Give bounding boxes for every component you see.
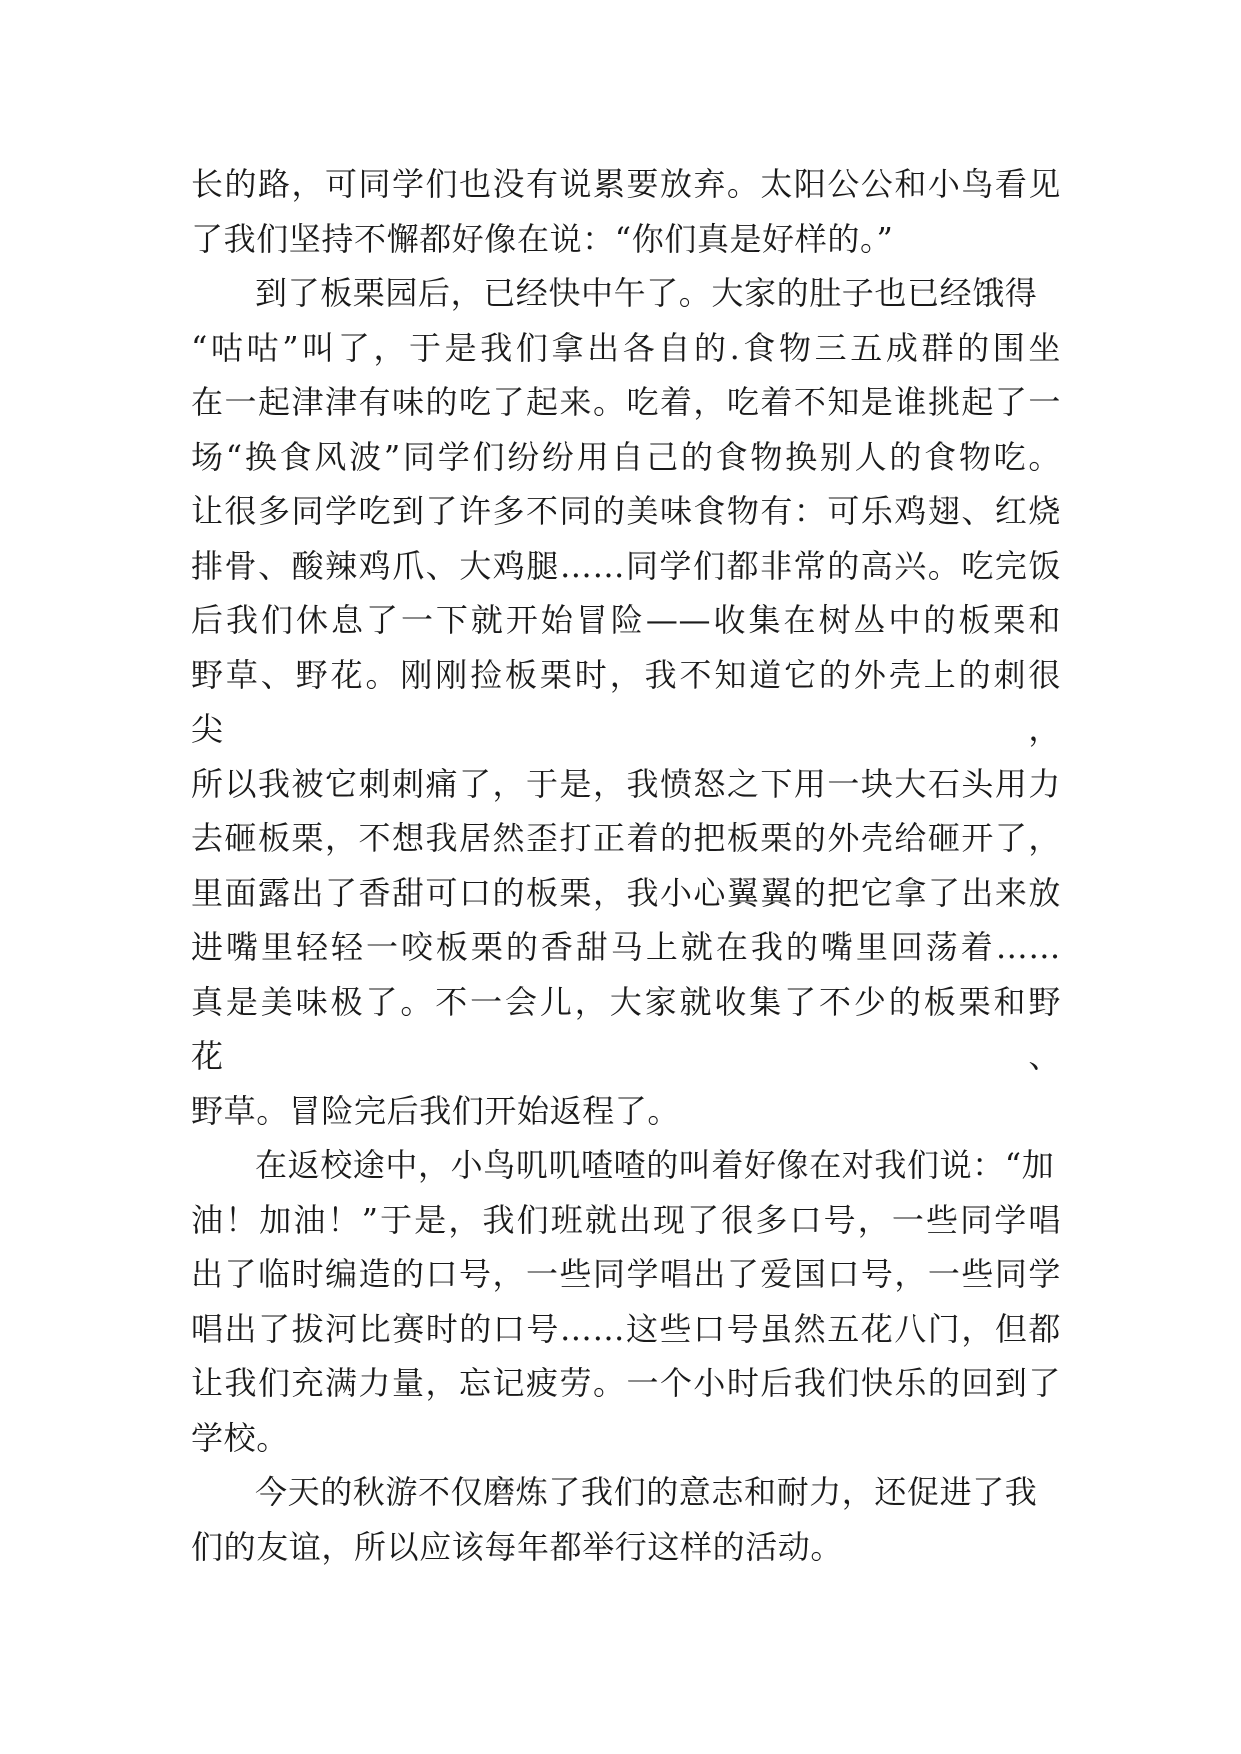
- text-line: 了我们坚持不懈都好像在说：“你们真是好样的。”: [191, 219, 894, 258]
- text-line: 让很多同学吃到了许多不同的美味食物有：可乐鸡翅、红烧: [191, 492, 1061, 530]
- text-line: 学校。: [191, 1418, 289, 1457]
- paragraph-1: [191, 157, 1061, 266]
- text-line: 唱出了拔河比赛时的口号……这些口号虽然五花八门，但都: [191, 1309, 1061, 1348]
- text-line: “咕咕”叫了，于是我们拿出各自的.食物三五成群的围坐: [191, 328, 1061, 367]
- text-line: 排骨、酸辣鸡爪、大鸡腿……同学们都非常的高兴。吃完饭: [191, 546, 1061, 585]
- paragraph-2: [191, 266, 1061, 1138]
- text-line: 去砸板栗，不想我居然歪打正着的把板栗的外壳给砸开了，: [191, 819, 1061, 857]
- text-line: 所以我被它刺刺痛了，于是，我愤怒之下用一块大石头用力: [191, 764, 1061, 803]
- text-line: 后我们休息了一下就开始冒险——收集在树丛中的板栗和: [191, 601, 1061, 639]
- text-line: 们的友谊，所以应该每年都举行这样的活动。: [191, 1527, 844, 1566]
- text-line: 让我们充满力量，忘记疲劳。一个小时后我们快乐的回到了: [191, 1364, 1061, 1402]
- paragraph-4: [191, 1465, 1061, 1574]
- text-line: 在一起津津有味的吃了起来。吃着，吃着不知是谁挑起了一: [191, 383, 1061, 421]
- text-line: 野草。冒险完后我们开始返程了。: [191, 1091, 681, 1130]
- text-line: 场“换食风波”同学们纷纷用自己的食物换别人的食物吃。: [191, 437, 1061, 476]
- text-line: 油！加油！”于是，我们班就出现了很多口号，一些同学唱: [191, 1200, 1061, 1239]
- text-line: 真是美味极了。不一会儿，大家就收集了不少的板栗和野花、: [191, 982, 1061, 1075]
- text-line: 到了板栗园后，已经快中午了。大家的肚子也已经饿得: [255, 274, 1038, 312]
- text-line: 里面露出了香甜可口的板栗，我小心翼翼的把它拿了出来放: [191, 873, 1061, 912]
- text-line: 野草、野花。刚刚捡板栗时，我不知道它的外壳上的刺很尖，: [191, 655, 1061, 748]
- paragraph-3: [191, 1138, 1061, 1465]
- text-line: 出了临时编造的口号，一些同学唱出了爱国口号，一些同学: [191, 1255, 1061, 1293]
- essay-body: [191, 157, 1061, 1574]
- text-line: 在返校途中，小鸟叽叽喳喳的叫着好像在对我们说：“加: [255, 1146, 1055, 1184]
- text-line: 进嘴里轻轻一咬板栗的香甜马上就在我的嘴里回荡着……: [191, 928, 1061, 966]
- text-line: 长的路，可同学们也没有说累要放弃。太阳公公和小鸟看见: [191, 165, 1061, 203]
- text-line: 今天的秋游不仅磨炼了我们的意志和耐力，还促进了我: [255, 1473, 1038, 1511]
